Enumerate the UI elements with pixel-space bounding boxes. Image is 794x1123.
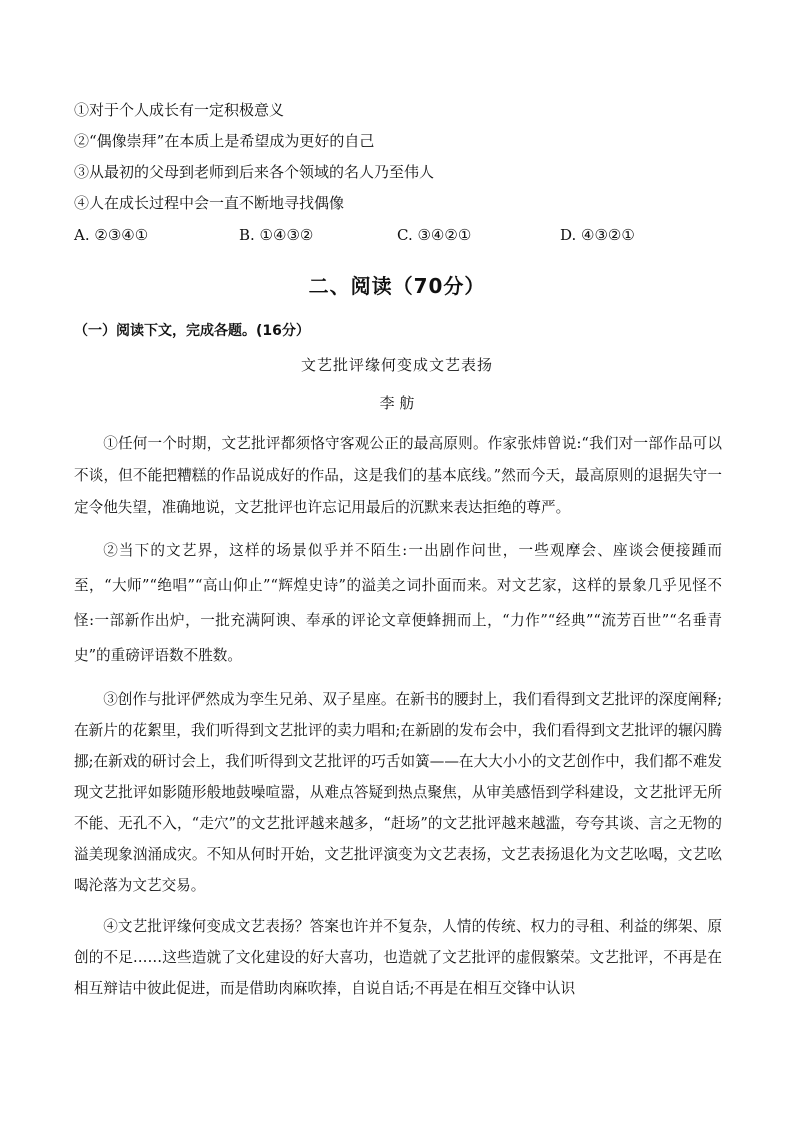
option-b: B. ①④③② (239, 226, 314, 244)
section-title: 二、阅读（70分） (308, 274, 486, 298)
option-c: C. ③④②① (397, 226, 472, 244)
option-a: A. ②③④① (74, 226, 149, 244)
question-item-2: ②“偶像崇拜”在本质上是希望成为更好的自己 (74, 132, 375, 150)
subsection-title: （一）阅读下文，完成各题。(16分） (74, 323, 310, 339)
paragraph-3: ③创作与批评俨然成为孪生兄弟、双子星座。在新书的腰封上，我们看得到文艺批评的深度阐释;在新片的花絮里，我们听得到文艺批评的卖力唱和;在新剧的发布会中，我们看得到文艺批评的辗闪腾挪;在新戏的研讨会上，我们听得到文艺批评的巧舌如簧——在大大小小的文艺创作中，我们都不难发现文艺批评如影随形般地鼓噪喧嚣，从难点答疑到热点聚焦，从审美感悟到学科建设，文艺批评无所不能、无孔不入，“走穴”的文艺批评越来越多，“赶场”的文艺批评越来越滥，夸夸其谈、言之无物的溢美现象汹涌成灾。不知从何时开始，文艺批评演变为文艺表扬，文艺表扬退化为文艺吆喝，文艺吆喝沦落为文艺交易。 (74, 691, 722, 894)
answer-options (74, 226, 734, 246)
paragraph-1: ①任何一个时期，文艺批评都须恪守客观公正的最高原则。作家张炜曾说:“我们对一部作品可以不谈，但不能把糟糕的作品说成好的作品，这是我们的基本底线。”然而今天，最高原则的退据失守一定令他失望，准确地说，文艺批评也许忘记用最后的沉默来表达拒绝的尊严。 (74, 435, 722, 516)
question-item-4: ④人在成长过程中会一直不断地寻找偶像 (74, 194, 345, 212)
option-d: D. ④③②① (560, 226, 635, 244)
paragraph-4: ④文艺批评缘何变成文艺表扬？答案也许并不复杂，人情的传统、权力的寻租、利益的绑架、原创的不足……这些造就了文化建设的好大喜功，也造就了文艺批评的虚假繁荣。文艺批评，不再是在相互辩诘中彼此促进，而是借助肉麻吹捧，自说自话;不再是在相互交锋中认识 (74, 918, 722, 997)
article-title: 文艺批评缘何变成文艺表扬 (300, 356, 493, 374)
question-item-1: ①对于个人成长有一定积极意义 (74, 101, 285, 119)
question-item-3: ③从最初的父母到老师到后来各个领域的名人乃至伟人 (74, 163, 435, 181)
paragraph-2: ②当下的文艺界，这样的场景似乎并不陌生:一出剧作问世，一些观摩会、座谈会便接踵而至，“大师”“绝唱”“高山仰止”“辉煌史诗”的溢美之词扑面而来。对文艺家，这样的景象几乎见怪不怪:一部新作出炉，一批充满阿谀、奉承的评论文章便蜂拥而上，“力作”“经典”“流芳百世”“名垂青史”的重磅评语数不胜数。 (74, 542, 722, 664)
article-author: 李 舫 (379, 394, 415, 412)
